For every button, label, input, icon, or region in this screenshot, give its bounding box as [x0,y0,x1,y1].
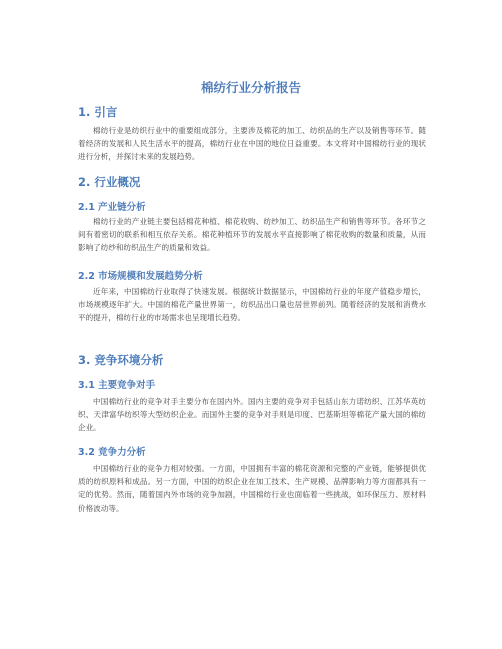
paragraph-value-chain: 棉纺行业的产业链主要包括棉花种植、棉花收购、纺纱加工、纺织品生产和销售等环节。各环节之间有着密切的联系和相互依存关系。棉花种植环节的发展水平直接影响了棉花收购的数量和质量，从而影响了纺纱和纺织品生产的质量和效益。 [78,217,426,253]
subsection-heading-competitiveness: 3.2 竞争力分析 [78,447,146,458]
subsection-heading-competitors: 3.1 主要竞争对手 [78,380,156,391]
paragraph-competitiveness: 中国棉纺行业的竞争力相对较强。一方面，中国拥有丰富的棉花资源和完整的产业链，能够提供优质的纺织原料和成品。另一方面，中国的纺织企业在加工技术、生产规模、品牌影响力等方面都具有一定的优势。然而，随着国内外市场的竞争加剧，中国棉纺行业也面临着一些挑战，如环保压力、原材料价格波动等。 [78,464,426,513]
paragraph-market-size: 近年来，中国棉纺行业取得了快速发展。根据统计数据显示，中国棉纺行业的年度产值稳步增长，市场规模逐年扩大。中国的棉花产量世界第一，纺织品出口量也居世界前列。随着经济的发展和消费水平的提升，棉纺行业的市场需求也呈现增长趋势。 [78,287,426,323]
subsection-heading-market-size: 2.2 市场规模和发展趋势分析 [78,271,203,282]
section-heading-competition: 3. 竞争环境分析 [78,353,164,367]
paragraph-competitors: 中国棉纺行业的竞争对手主要分布在国内外。国内主要的竞争对手包括山东力诺纺织、江苏华英纺织、天津富华纺织等大型纺织企业。而国外主要的竞争对手则是印度、巴基斯坦等棉花产量大国的棉纺企业。 [78,397,426,433]
section-heading-introduction: 1. 引言 [78,105,118,119]
document-title: 棉纺行业分析报告 [200,80,301,95]
subsection-heading-value-chain: 2.1 产业链分析 [78,202,146,213]
section-heading-industry-overview: 2. 行业概况 [78,175,141,189]
paragraph-introduction: 棉纺行业是纺织行业中的重要组成部分，主要涉及棉花的加工、纺织品的生产以及销售等环节。随着经济的发展和人民生活水平的提高，棉纺行业在中国的地位日益重要。本文将对中国棉纺行业的现状进行分析，并探讨未来的发展趋势。 [78,126,426,162]
